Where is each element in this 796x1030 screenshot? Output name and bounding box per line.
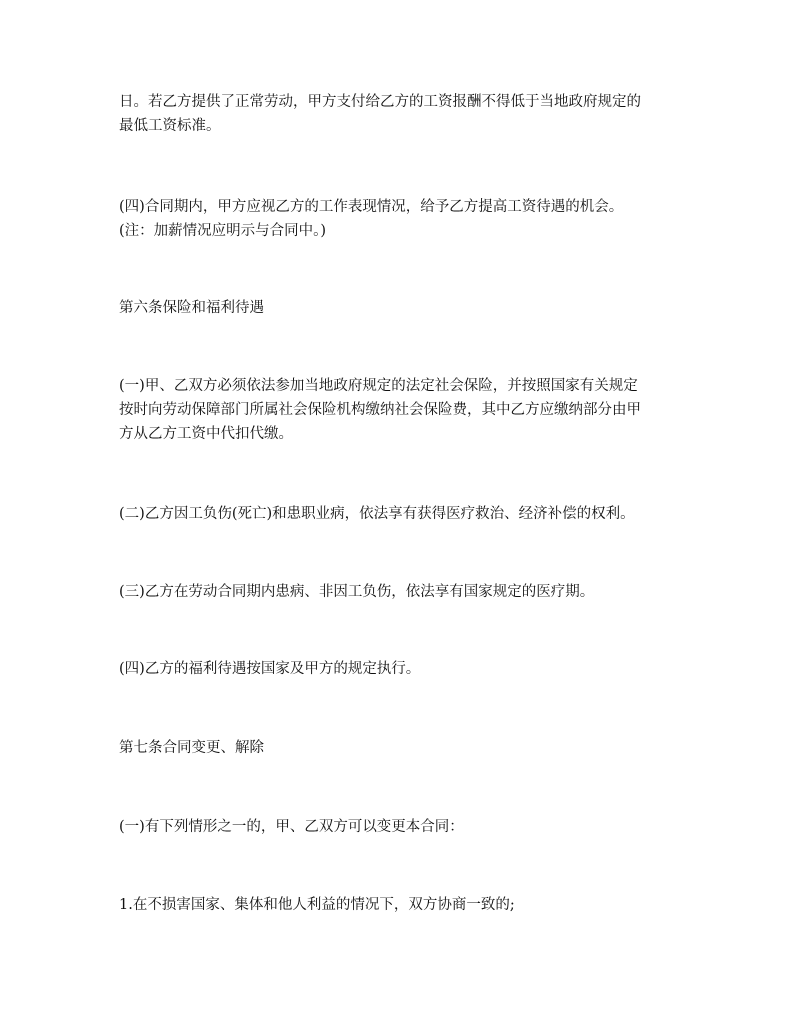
text-line: (一)甲、乙双方必须依法参加当地政府规定的法定社会保险，并按照国家有关规定 (119, 378, 638, 394)
article-7-heading (119, 736, 699, 760)
paragraph-raise-clause (119, 195, 699, 243)
paragraph-insurance-3 (119, 580, 699, 604)
text-line: (四)乙方的福利待遇按国家及甲方的规定执行。 (119, 661, 421, 677)
paragraph-change-1 (119, 815, 699, 839)
text-line: (一)有下列情形之一的，甲、乙双方可以变更本合同： (119, 819, 464, 835)
text-line: 最低工资标准。 (119, 118, 221, 134)
paragraph-wage-standard (119, 90, 699, 138)
text-line: (四)合同期内，甲方应视乙方的工作表现情况，给予乙方提高工资待遇的机会。 (119, 199, 624, 215)
text-line: 日。若乙方提供了正常劳动，甲方支付给乙方的工资报酬不得低于当地政府规定的 (119, 94, 641, 110)
text-line: 方从乙方工资中代扣代缴。 (119, 426, 293, 442)
paragraph-insurance-2 (119, 502, 699, 526)
list-item: 1.在不损害国家、集体和他人利益的情况下，双方协商一致的; (119, 897, 515, 913)
text-line: (三)乙方在劳动合同期内患病、非因工负伤，依法享有国家规定的医疗期。 (119, 584, 595, 600)
paragraph-insurance-4 (119, 657, 699, 681)
section-heading: 第七条合同变更、解除 (119, 740, 264, 756)
text-line: (注：加薪情况应明示与合同中。) (119, 223, 327, 239)
article-6-heading (119, 296, 699, 320)
paragraph-insurance-1 (119, 374, 699, 446)
text-line: (二)乙方因工负伤(死亡)和患职业病，依法享有获得医疗救治、经济补偿的权利。 (119, 506, 635, 522)
text-line: 按时向劳动保障部门所属社会保险机构缴纳社会保险费，其中乙方应缴纳部分由甲 (119, 402, 641, 418)
section-heading: 第六条保险和福利待遇 (119, 300, 264, 316)
paragraph-change-1-item-1 (119, 893, 699, 917)
